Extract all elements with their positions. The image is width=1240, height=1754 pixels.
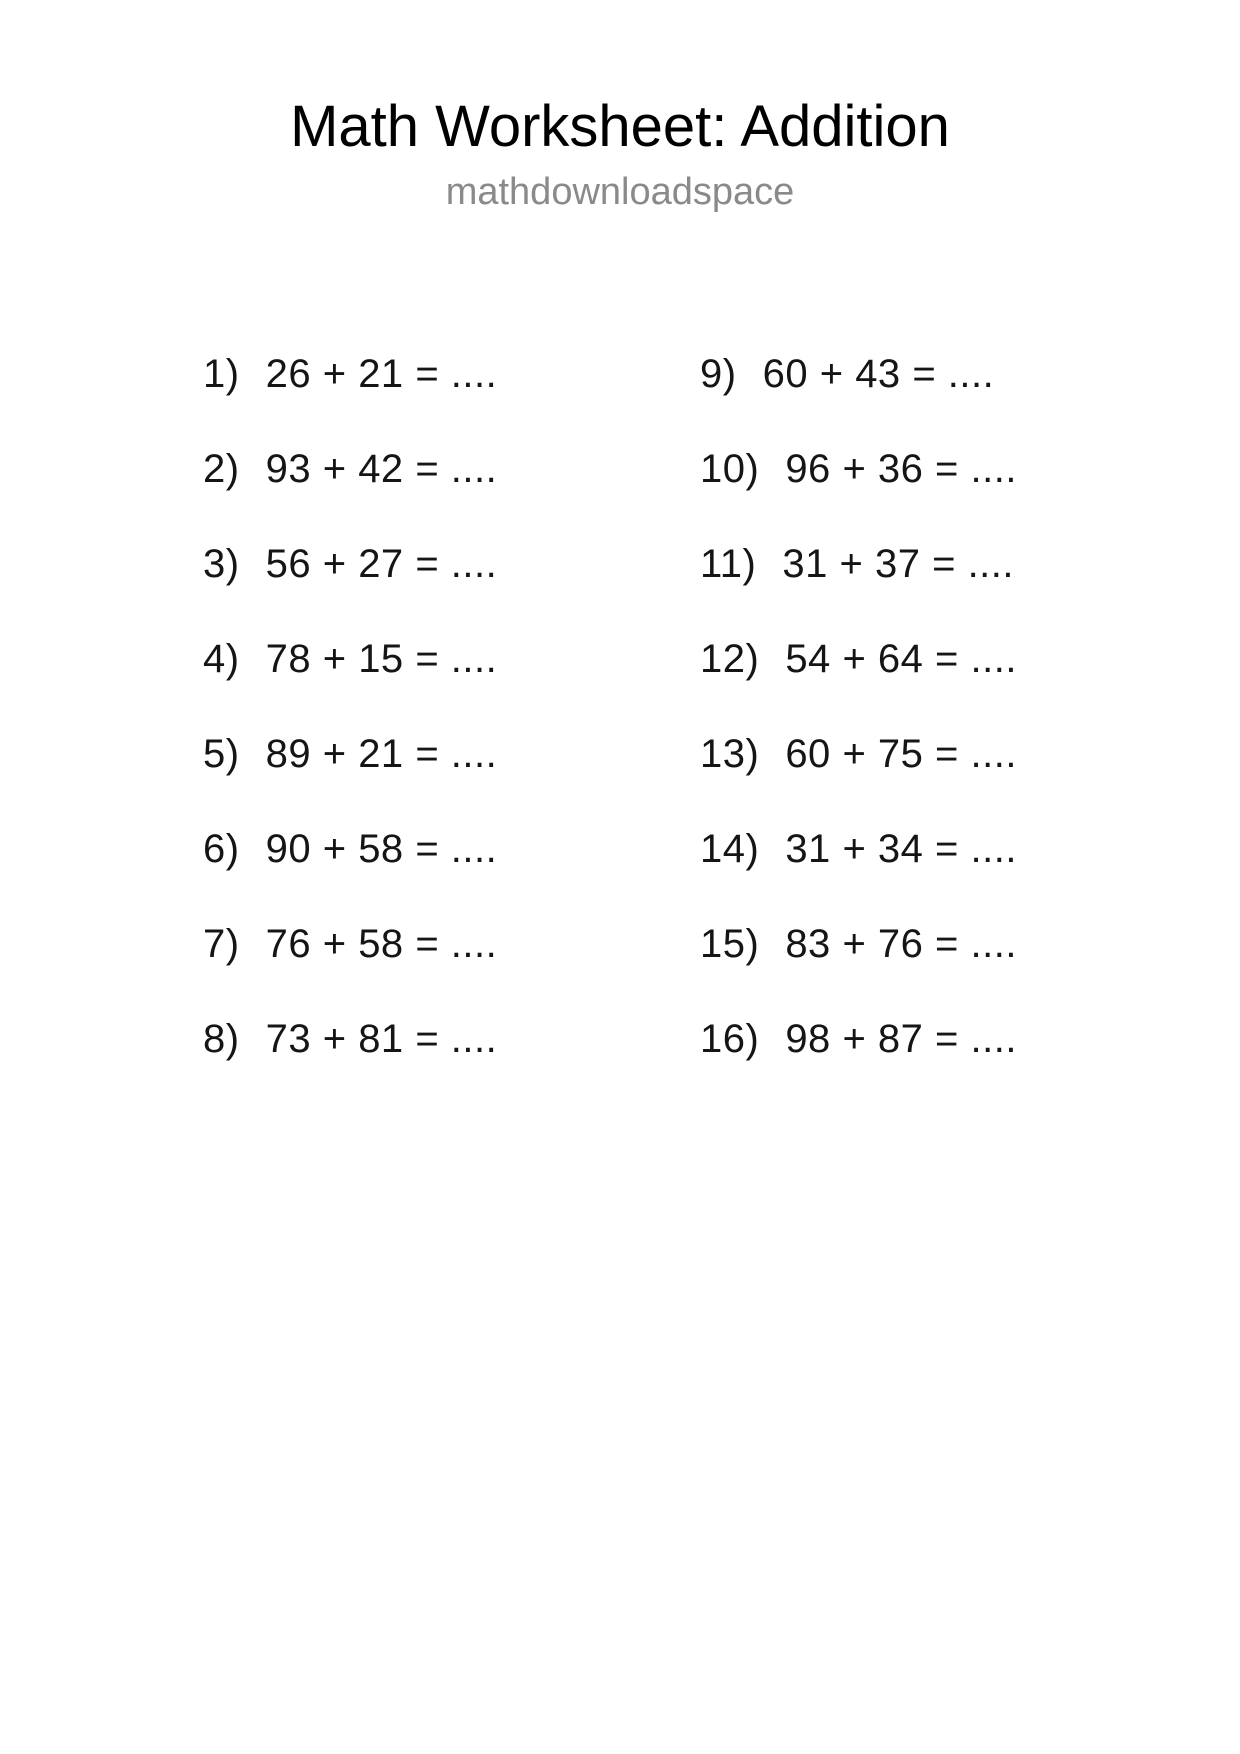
plus-operator: +	[842, 1017, 867, 1061]
addend-first: 96	[785, 447, 831, 491]
problem-expression	[785, 447, 1017, 491]
problem-row	[700, 448, 1017, 490]
answer-blank: ....	[970, 637, 1017, 681]
addend-second: 21	[358, 732, 404, 776]
problem-expression	[785, 732, 1017, 776]
problems-column-left	[203, 353, 497, 1113]
addend-second: 75	[877, 732, 924, 776]
page-subtitle: mathdownloadspace	[445, 171, 795, 213]
problem-row	[700, 353, 1017, 395]
equals-sign: =	[415, 922, 440, 966]
problem-expression	[266, 637, 498, 681]
addend-second: 58	[358, 827, 404, 871]
problem-row	[700, 923, 1017, 965]
problem-row	[203, 353, 497, 395]
answer-blank: ....	[450, 447, 498, 491]
addend-second: 34	[877, 827, 924, 871]
problem-row	[700, 828, 1017, 870]
answer-blank: ....	[450, 732, 498, 776]
problem-number: 14)	[700, 827, 760, 871]
equals-sign: =	[415, 447, 440, 491]
plus-operator: +	[322, 732, 347, 776]
equals-sign: =	[935, 732, 959, 776]
problem-row	[203, 733, 497, 775]
answer-blank: ....	[970, 732, 1017, 776]
equals-sign: =	[415, 1017, 440, 1061]
plus-operator: +	[819, 352, 844, 396]
addend-first: 73	[265, 1017, 312, 1061]
answer-blank: ....	[947, 352, 995, 396]
problem-number: 10)	[700, 447, 760, 491]
problem-number: 9)	[700, 352, 737, 396]
problem-number: 1)	[203, 352, 240, 396]
problem-expression	[266, 352, 498, 396]
plus-operator: +	[322, 637, 347, 681]
plus-operator: +	[322, 827, 347, 871]
plus-operator: +	[322, 922, 347, 966]
equals-sign: =	[415, 732, 440, 776]
problem-number: 2)	[203, 447, 240, 491]
addend-first: 60	[785, 732, 831, 776]
problem-expression	[785, 827, 1017, 871]
problem-expression	[266, 1017, 498, 1061]
problem-number: 16)	[700, 1017, 760, 1061]
addend-second: 37	[874, 542, 921, 586]
answer-blank: ....	[970, 447, 1017, 491]
equals-sign: =	[935, 447, 959, 491]
addend-first: 56	[265, 542, 312, 586]
equals-sign: =	[912, 352, 937, 396]
addend-second: 15	[358, 637, 404, 681]
plus-operator: +	[839, 542, 864, 586]
addend-second: 21	[358, 352, 404, 396]
equals-sign: =	[415, 542, 440, 586]
plus-operator: +	[842, 827, 867, 871]
equals-sign: =	[415, 637, 440, 681]
problem-expression	[763, 352, 995, 396]
addend-second: 76	[877, 922, 924, 966]
plus-operator: +	[842, 732, 867, 776]
problems-column-right	[700, 353, 1017, 1113]
addend-first: 90	[265, 827, 312, 871]
problem-row	[700, 733, 1017, 775]
problem-number: 6)	[203, 827, 240, 871]
problem-row	[203, 638, 497, 680]
addend-first: 31	[785, 827, 831, 871]
plus-operator: +	[322, 542, 347, 586]
problem-row	[700, 543, 1017, 585]
equals-sign: =	[932, 542, 956, 586]
problem-number: 5)	[203, 732, 240, 776]
problem-expression	[266, 542, 498, 586]
addend-second: 43	[855, 352, 901, 396]
addend-second: 27	[358, 542, 404, 586]
problem-row	[203, 448, 497, 490]
problem-expression	[785, 922, 1017, 966]
problem-number: 8)	[203, 1017, 240, 1061]
addend-first: 76	[265, 922, 312, 966]
plus-operator: +	[322, 352, 347, 396]
equals-sign: =	[415, 352, 440, 396]
problem-expression	[785, 1017, 1017, 1061]
answer-blank: ....	[450, 542, 498, 586]
answer-blank: ....	[970, 827, 1017, 871]
addend-first: 89	[265, 732, 312, 776]
addend-first: 60	[762, 352, 809, 396]
addend-first: 78	[265, 637, 312, 681]
problem-row	[203, 828, 497, 870]
addend-first: 98	[785, 1017, 831, 1061]
answer-blank: ....	[450, 827, 498, 871]
problem-expression	[266, 732, 498, 776]
addend-first: 83	[785, 922, 831, 966]
answer-blank: ....	[450, 637, 498, 681]
problem-expression	[266, 827, 498, 871]
problem-expression	[782, 542, 1014, 586]
answer-blank: ....	[450, 352, 498, 396]
problem-row	[700, 1018, 1017, 1060]
plus-operator: +	[322, 447, 347, 491]
problem-number: 3)	[203, 542, 240, 586]
answer-blank: ....	[450, 922, 498, 966]
problem-row	[203, 923, 497, 965]
problem-expression	[785, 637, 1017, 681]
addend-second: 87	[877, 1017, 924, 1061]
equals-sign: =	[415, 827, 440, 871]
problem-number: 12)	[700, 637, 760, 681]
problem-expression	[266, 447, 498, 491]
plus-operator: +	[842, 447, 867, 491]
problem-row	[203, 1018, 497, 1060]
plus-operator: +	[842, 922, 867, 966]
answer-blank: ....	[967, 542, 1015, 586]
plus-operator: +	[322, 1017, 347, 1061]
addend-second: 81	[358, 1017, 404, 1061]
problem-expression	[266, 922, 498, 966]
answer-blank: ....	[450, 1017, 498, 1061]
plus-operator: +	[842, 637, 867, 681]
problem-number: 11)	[700, 542, 757, 586]
addend-second: 36	[877, 447, 924, 491]
problem-row	[203, 543, 497, 585]
problem-number: 13)	[700, 732, 760, 776]
addend-second: 58	[358, 922, 404, 966]
equals-sign: =	[935, 1017, 959, 1061]
addend-second: 64	[877, 637, 924, 681]
equals-sign: =	[935, 827, 959, 871]
problem-number: 15)	[700, 922, 760, 966]
page-title: Math Worksheet: Addition	[290, 94, 950, 159]
equals-sign: =	[935, 922, 959, 966]
addend-second: 42	[358, 447, 404, 491]
problem-row	[700, 638, 1017, 680]
answer-blank: ....	[970, 1017, 1017, 1061]
problem-number: 4)	[203, 637, 240, 681]
addend-first: 31	[782, 542, 828, 586]
addend-first: 54	[785, 637, 831, 681]
problem-number: 7)	[203, 922, 240, 966]
addend-first: 93	[265, 447, 312, 491]
answer-blank: ....	[970, 922, 1017, 966]
equals-sign: =	[935, 637, 959, 681]
addend-first: 26	[265, 352, 312, 396]
